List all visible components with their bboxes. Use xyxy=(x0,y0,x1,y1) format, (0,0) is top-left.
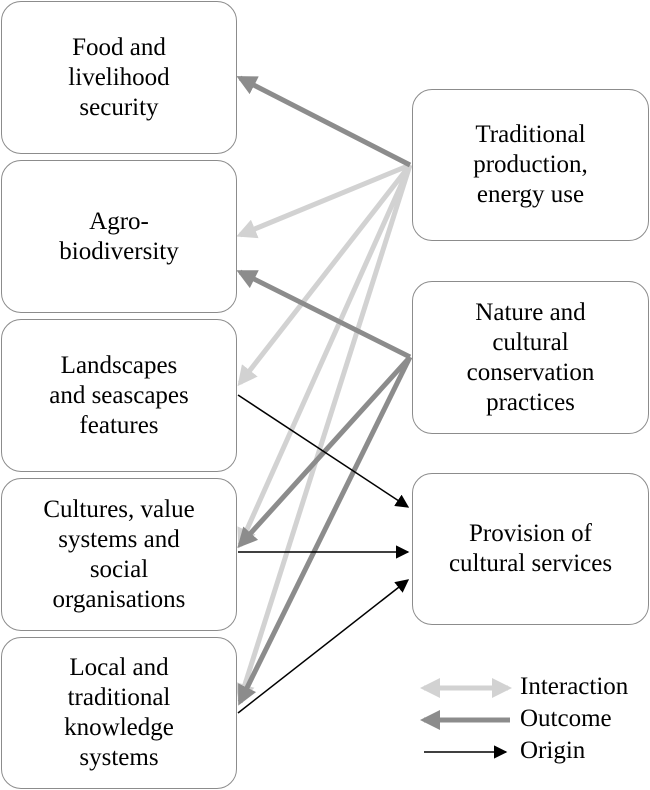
food-livelihood-security-box xyxy=(1,1,237,154)
landscapes-seascapes-label: Landscapes and seascapes features xyxy=(49,351,189,439)
nature-cultural-conservation-label: Nature and cultural conservation practices xyxy=(466,298,595,416)
legend-outcome-label: Outcome xyxy=(520,705,612,732)
provision-cultural-services-box xyxy=(412,473,649,625)
landscapes-seascapes-box xyxy=(1,319,237,472)
cultures-value-systems-box xyxy=(1,478,237,631)
legend-interaction-label: Interaction xyxy=(520,673,629,700)
nature-cultural-conservation-box xyxy=(412,281,649,434)
traditional-production-label: Traditional production, energy use xyxy=(473,121,588,208)
agro-biodiversity-label: Agro- biodiversity xyxy=(59,207,179,265)
traditional-production-box xyxy=(412,89,649,241)
provision-cultural-services-label: Provision of cultural services xyxy=(448,520,613,577)
outcome-arrow-nature-cultures xyxy=(240,357,410,545)
local-traditional-knowledge-label: Local and traditional knowledge systems xyxy=(64,654,174,771)
agro-biodiversity-box xyxy=(1,160,237,313)
outcome-arrow-traditional-food xyxy=(240,78,410,165)
legend-origin-label: Origin xyxy=(520,737,586,764)
interaction-arrow-traditional-local xyxy=(240,165,410,700)
local-traditional-knowledge-box xyxy=(1,637,237,789)
food-livelihood-security-label: Food and livelihood security xyxy=(68,33,170,121)
cultures-value-systems-label: Cultures, value systems and social organisations xyxy=(43,495,195,613)
origin-arrow-local-provision xyxy=(238,580,408,713)
outcome-arrow-nature-agro xyxy=(240,272,410,357)
outcome-arrow-nature-local xyxy=(240,357,410,702)
